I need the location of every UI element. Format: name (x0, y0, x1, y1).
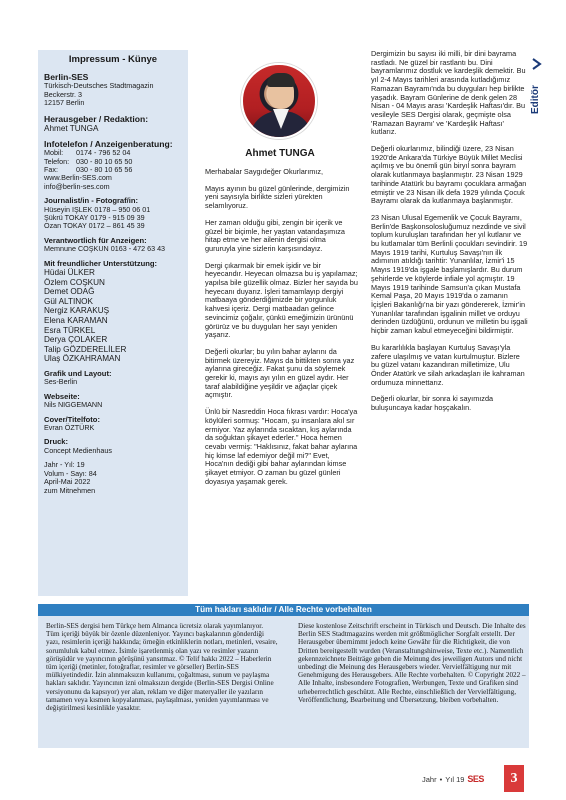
supporter-name: Hüdai ÜLKER (44, 268, 95, 278)
editorial-paragraph: Değerli okurlar, bir sonra ki sayımızda buluşuncaya kadar hoşçakalın. (371, 394, 494, 413)
journalists-heading: Journalist/in - Fotograf/in: (44, 196, 139, 206)
impressum-title: Impressum - Künye (68, 54, 158, 65)
supporters-block (44, 260, 182, 364)
publisher-line: Beckerstr. 3 (44, 89, 82, 99)
editorial-paragraph: Dergi çıkarmak bir emek işidir ve bir heyecandır. Heyecan olmazsa bu iş yapılamaz; yapılsa bile güzellik olmaz. Bizler her sayıda bu heyecanı duyarız. İşleri tamamlayıp dergiyi matbaaya gönderdiğimizde bir yorgunluk kahvesi içeriz. Dergi matbaadan gelince sevincimiz çoğalır, çünkü emeğimizin ürününü görürüz ve bu duyguları her sayı yeniden yaşarız. (205, 260, 358, 340)
footer-separator: • (439, 774, 443, 784)
supporters-heading: Mit freundlicher Unterstützung: (44, 258, 158, 268)
publisher-name: Berlin-SES (44, 72, 89, 83)
graphic-heading: Grafik und Layout: (44, 369, 112, 379)
editorial-paragraph: Değerli okurlar; bu yılın bahar aylarını da bitirmek üzereyiz. Mayıs da bittikten sonra yaz aylarına gireceğiz. Fakat şunu da söylemek gerekir ki, mayıs ayı yılın en güzel aydır. Her taraf alabildiğine yeşildir ve ağaçlar çiçek açmıştır. (205, 346, 355, 400)
webseite-value: Nils NIGGEMANN (44, 400, 103, 410)
website-link[interactable]: www.Berlin-SES.com (44, 173, 112, 183)
druck-value: Concept Medienhaus (44, 445, 112, 455)
journalist-line: Şükrü TOKAY 0179 - 915 09 39 (44, 213, 145, 223)
issue-block (44, 461, 182, 495)
druck-block (44, 438, 182, 455)
impressum-panel (38, 50, 188, 596)
footer-issue-label: Yıl 19 (445, 774, 465, 784)
info-row: Telefon: 030 - 80 10 65 50 (44, 156, 133, 166)
editorial-paragraph: Dergimizin bu sayısı iki milli, bir dini bayrama rastladı. Ne güzel bir rastlantı bu. Dini bayramlarımız dostluk ve kardeşlik demektir. Bu yıl 2-4 Mayıs tarihleri arasında kutladığımız Ramazan Bayramı'nda bu duyguları hep birlikte yaşadık. Bayram Günlerine de denk gelen 28 Nisan - 04 Mayıs arası 'Kardeşlik Haftası'dır. Bu vesileyle SES Dergisi olarak, geçmişte olsa 'Ramazan Bayramı' ve 'Kardeşlik Haftası' kutlarız. (371, 49, 526, 137)
journalist-line: Hüseyin IŞLEK 0178 – 950 06 01 (44, 204, 151, 214)
editorial-column-middle (205, 168, 358, 495)
issue-line: Jahr - Yıl: 19 (44, 460, 85, 470)
publisher-line: 12157 Berlin (44, 98, 85, 108)
editor-author-name: Ahmet TUNGA (245, 148, 315, 159)
editorial-paragraph: Ünlü bir Nasreddin Hoca fıkrası vardır: Hoca'ya köylüleri sormuş: "Hocam, şu insanlara akıl sır ermiyor. Yaz aylarında sıcaktan, kış aylarında da soğuktan şikayet ederler." Hoca hemen cevabı vermiş: "Haklısınız, fakat bahar aylarına hiç kimse laf edemiyor değil mi?" Evet, Hoca'nın dediği gibi bahar aylarından kimse şikayet etmiyor. O zaman bu güzel günleri doyasıya yaşamak gerek. (205, 407, 358, 486)
druck-heading: Druck: (44, 437, 69, 447)
supporter-name: Elena KARAMAN (44, 316, 108, 326)
brand-logo: SES (467, 774, 484, 784)
issue-line: Volum - Sayı: 84 (44, 468, 97, 478)
rights-text-german: Diese kostenlose Zeitschrift erscheint in Türkisch und Deutsch. Die Inhalte des Berlin SES Stadtmagazins werden mit größtmöglicher Sorgfalt erstellt. Der Herausgeber übernimmt jedoch keine Gewähr für die Richtigkeit, die von Dritten bereitgestellt wurden (Veranstaltungshinweise, Texte etc.). Namentlich gekennzeichnete Beiträge geben die Meinung des jeweiligen Autors und nicht unbedingt die Meinung des Herausgebers wieder. Vervielfältigung nur mit Genehmigung des Herausgebers. Alle Rechte vorbehalten. © Copyright 2022 – Alle Inhalte, insbesondere Fotografien, Werbungen, Texte und Grafiken sind urheberrechtlich geschützt. Alle Rechte, einschließlich der Vervielfältigung, Veröffentlichung, Bearbeitung und Übersetzung, bleiben vorbehalten. (298, 622, 526, 704)
cover-heading: Cover/Titelfoto: (44, 414, 100, 424)
cover-value: Evran ÖZTÜRK (44, 423, 95, 433)
supporter-name: Gül ALTINOK (44, 296, 93, 306)
supporter-name: Derya ÇOLAKER (44, 335, 108, 345)
editorial-paragraph: Her zaman olduğu gibi, zengin bir içerik ve güzel bir biçimle, her yaştan vatandaşımıza hitap etme ve her ailenin dergisi olma gururuyla yine sizlerin karşısındayız. (205, 217, 345, 253)
editorial-paragraph: Merhabalar Saygıdeğer Okurlarımız, (205, 167, 324, 176)
editorial-column-right (371, 50, 529, 421)
editorial-paragraph: Bu kararlılıkla başlayan Kurtuluş Savaşı'yla zafere ulaşılmış ve vatan kurtulmuştur. Bizlere bu güzel vatanı kazandıran milletimize, Ulu Önder Atatürk ve silah arkadaşları ile kahraman ordumuza minnettarız. (371, 342, 525, 387)
supporter-name: Talip GÖZDERELİLER (44, 344, 127, 354)
rights-bar: Tüm hakları saklıdır / Alle Rechte vorbehalten (38, 604, 529, 616)
ads-line: Memnune COŞKUN 0163 - 472 63 43 (44, 244, 166, 254)
editor-photo (241, 63, 317, 139)
editor-block (44, 114, 182, 134)
info-block (44, 139, 182, 191)
editor-heading: Herausgeber / Redaktion: (44, 113, 149, 124)
supporter-name: Ulaş ÖZKAHRAMAN (44, 354, 121, 364)
info-row: Fax: 030 - 80 10 65 56 (44, 165, 133, 175)
graphic-value: Ses-Berlin (44, 377, 78, 387)
issue-line: zum Mitnehmen (44, 485, 96, 495)
info-heading: Infotelefon / Anzeigenberatung: (44, 139, 173, 150)
page-number: 3 (504, 765, 524, 792)
ads-block (44, 237, 182, 254)
ads-heading: Verantwortlich für Anzeigen: (44, 235, 147, 245)
chevron-right-icon (531, 58, 543, 70)
webseite-heading: Webseite: (44, 391, 80, 401)
rights-text-turkish: Berlin-SES dergisi hem Türkçe hem Almanca ücretsiz olarak yayımlanıyor. Tüm içeriği büyük bir özenle düzenleniyor. Yayıncı başkalarının gönderdiği yazı, resimlerin içeriği hakkında; örneğin etkinliklerin notları, metinleri, vesaire, sorumluluk kabul etmez. İsimle işaretlenmiş olan yazı ve resimler yazarın görüşüdür ve yayıncının görüşünü yansıtmaz. © Telif hakkı 2022 – Haberlerin tüm içeriği (metinler, fotoğraflar, resimler ve görseller) Berlin-SES mülkiyetindedir. İzin alınmaksızın kullanımı, çoğaltması, sunum ve paylaşma hakları saklıdır. Yayıncının izni olmaksızın dergide (Berlin-SES Dergisi Online versiyonunu da kapsıyor) yer alan, reklam ve diğer materyaller ile yazıların tamamen veya kısmen kopyalanması, paylaşılması, yeniden yayımlanması ve değiştirilmesi kesinlikle yasaktır. (46, 622, 278, 713)
publisher-block (44, 72, 182, 107)
graphic-block (44, 370, 182, 387)
page-footer (422, 772, 484, 786)
editorial-paragraph: Mayıs ayının bu güzel günlerinde, dergimizin yeni sayısıyla birlikte sizleri yürekten selamlıyoruz. (205, 183, 350, 211)
rights-box (38, 616, 529, 748)
info-row: Mobil: 0174 - 796 52 04 (44, 148, 131, 158)
supporter-name: Esra TÜRKEL (44, 325, 96, 335)
email-link[interactable]: info@berlin-ses.com (44, 181, 110, 191)
editorial-paragraph: Değerli okurlarımız, bilindiği üzere, 23 Nisan 1920'de Ankara'da Türkiye Büyük Millet Meclisi açılmış ve bu önemli gün biryıl sonra bayram olarak kutlanmaya başlanmıştır. 23 Nisan 1929 tarihinde Atatürk bu bayramı çocuklara armağan etmiştir ve 23 Nisan ilk defa 1929 yılında Çocuk Bayramı olarak da kutlanmaya başlanmıştır. (371, 144, 527, 206)
editor-name: Ahmet TUNGA (44, 123, 99, 133)
cover-block (44, 416, 182, 433)
journalist-line: Ozan TOKAY 0172 – 861 45 39 (44, 221, 145, 231)
footer-year-label: Jahr (422, 774, 437, 784)
issue-line: April-Mai 2022 (44, 477, 91, 487)
supporter-name: Özlem COŞKUN (44, 277, 105, 287)
editorial-paragraph: 23 Nisan Ulusal Egemenlik ve Çocuk Bayramı, Berlin'de Başkonsolosluğumuz nezdinde ve sivil toplum kuruluşları tarafından her yıl kutlanır ve bu kutlamalar tüm Berlinli çocukları sevindirir. 19 Mayıs 1919 tarihi, Kurtuluş Savaşı'nın ilk adımının atıldığı tarihtir: Yunanlılar, İzmir'i 15 Mayıs 1919'da işgale başlamışlardır. Bu durum şehirlerde ve köylerde infiale yol açmıştır. 19 Mayıs 1919 tarihinde Samsun'a çıkan Mustafa Kemal Paşa, 20 Mayıs 1919'da o zamanın İçişleri Bakanlığı'na bir yazı göndererek, İzmir'in Yunanlılar tarafından işgalinin millet ve orduyu derinden üzdüğünü, ordunun ve milletin bu işgali hiçbir zaman kabul etmeyeceğini bildirmiştir. (371, 212, 528, 336)
supporter-name: Demet ODAĞ (44, 287, 95, 297)
journalists-block (44, 197, 182, 231)
webseite-block (44, 393, 182, 410)
publisher-line: Türkisch-Deutsches Stadtmagazin (44, 81, 154, 91)
supporter-name: Nergiz KARAKUŞ (44, 306, 110, 316)
section-tab-editor: Editör (530, 85, 541, 114)
